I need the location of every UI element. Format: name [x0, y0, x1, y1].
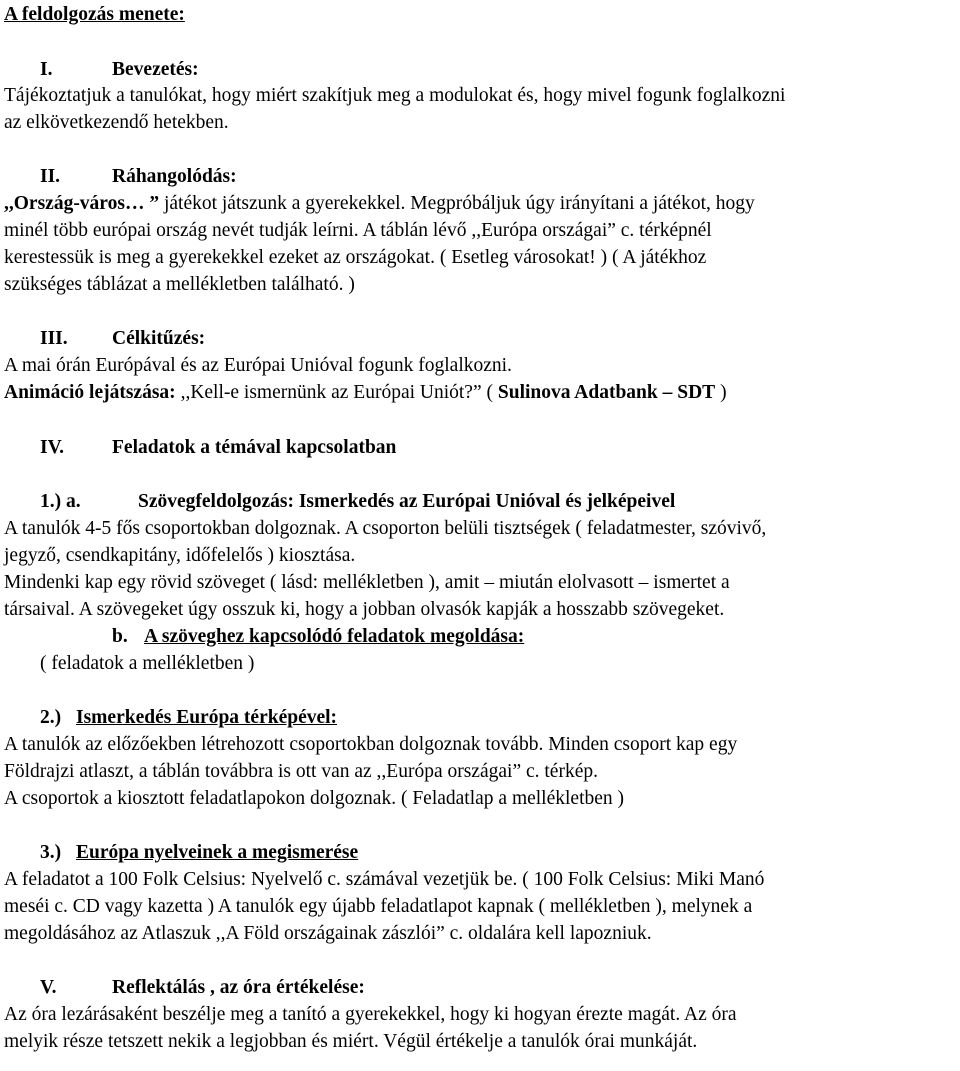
- section-5-title: Reflektálás , az óra értékelése:: [112, 977, 365, 998]
- task-1b-line: ( feladatok a mellékletben ): [40, 653, 255, 674]
- section-5-line: Az óra lezárásaként beszélje meg a tanító a gyerekekkel, hogy ki hogyan érezte magát. Az óra: [4, 1004, 737, 1025]
- task-1b-heading: [112, 624, 524, 650]
- section-3-line: A mai órán Európával és az Európai Unióval fogunk foglalkozni.: [4, 355, 512, 376]
- section-2-line-text: játékot játszunk a gyerekekkel. Megpróbáljuk úgy irányítani a játékot, hogy: [159, 193, 755, 214]
- section-3-number: III.: [40, 328, 68, 349]
- section-1-number: I.: [40, 59, 53, 80]
- section-1-line: az elkövetkezendő hetekben.: [4, 112, 229, 133]
- task-2-title: Ismerkedés Európa térképével:: [76, 707, 338, 728]
- section-1-line: Tájékoztatjuk a tanulókat, hogy miért szakítjuk meg a modulokat és, hogy mivel fogunk foglalkozni: [4, 85, 786, 106]
- section-3-heading: [40, 326, 205, 352]
- section-4-number: IV.: [40, 437, 65, 458]
- section-2-heading: [40, 164, 237, 190]
- animation-end: ): [715, 382, 727, 403]
- section-2-number: II.: [40, 166, 61, 187]
- task-1-line: jegyző, csendkapitány, időfelelős ) kiosztása.: [4, 545, 356, 566]
- task-2-heading: [40, 705, 337, 731]
- task-2-line: A tanulók az előzőekben létrehozott csoportokban dolgoznak tovább. Minden csoport kap egy: [4, 734, 738, 755]
- task-2-line: A csoportok a kiosztott feladatlapokon dolgoznak. ( Feladatlap a mellékletben ): [4, 788, 625, 809]
- task-3-line: A feladatot a 100 Folk Celsius: Nyelvelő c. számával vezetjük be. ( 100 Folk Celsius: Miki Manó: [4, 869, 765, 890]
- section-5-line: melyik része tetszett nekik a legjobban és miért. Végül értékelje a tanulók órai munkáját.: [4, 1031, 698, 1052]
- section-4-heading: [40, 435, 396, 461]
- task-3-title: Európa nyelveinek a megismerése: [76, 842, 359, 863]
- task-1-title: Szövegfeldolgozás: Ismerkedés az Európai Unióval és jelképeivel: [138, 491, 676, 512]
- section-2-line: [4, 191, 755, 217]
- task-1b-number: b.: [112, 626, 128, 647]
- section-5-heading: [40, 975, 365, 1001]
- task-3-heading: [40, 840, 358, 866]
- section-1-heading: [40, 57, 199, 83]
- animation-label: Animáció lejátszása:: [4, 382, 176, 403]
- section-2-line: minél több európai ország nevét tudják leírni. A táblán lévő ,,Európa országai” c. térképnél: [4, 220, 712, 241]
- section-2-line: szükséges táblázat a mellékletben található. ): [4, 274, 355, 295]
- animation-title: ,,Kell-e ismernünk az Európai Uniót?” (: [175, 382, 498, 403]
- task-1-number: 1.) a.: [40, 491, 81, 512]
- page-title: A feldolgozás menete:: [4, 4, 185, 25]
- section-3-title: Célkitűzés:: [112, 328, 206, 349]
- section-2-line: kerestessük is meg a gyerekekkel ezeket az országokat. ( Esetleg városokat! ) ( A játékhoz: [4, 247, 707, 268]
- section-2-title: Ráhangolódás:: [112, 166, 237, 187]
- task-1-line: A tanulók 4-5 fős csoportokban dolgoznak. A csoporton belüli tisztségek ( feladatmester, szóvivő,: [4, 518, 767, 539]
- task-3-line: meséi c. CD vagy kazetta ) A tanulók egy újabb feladatlapot kapnak ( mellékletben ), melynek a: [4, 896, 753, 917]
- task-1-heading: [40, 489, 675, 515]
- task-1-line: társaival. A szövegeket úgy osszuk ki, hogy a jobban olvasók kapják a hosszabb szövegeket.: [4, 599, 725, 620]
- task-1b-title: A szöveghez kapcsolódó feladatok megoldása:: [144, 626, 525, 647]
- game-name: ,,Ország-város… ”: [4, 193, 160, 214]
- task-2-line: Földrajzi atlaszt, a táblán továbbra is ott van az ,,Európa országai” c. térkép.: [4, 761, 598, 782]
- animation-line: [4, 380, 727, 406]
- task-3-number: 3.): [40, 842, 62, 863]
- section-1-title: Bevezetés:: [112, 59, 199, 80]
- section-4-title: Feladatok a témával kapcsolatban: [112, 437, 397, 458]
- section-5-number: V.: [40, 977, 57, 998]
- animation-source: Sulinova Adatbank – SDT: [497, 382, 716, 403]
- task-2-number: 2.): [40, 707, 62, 728]
- task-1-line: Mindenki kap egy rövid szöveget ( lásd: mellékletben ), amit – miután elolvasott – ismertet a: [4, 572, 730, 593]
- task-3-line: megoldásához az Atlaszuk ,,A Föld országainak zászlói” c. oldalára kell lapozniuk.: [4, 923, 652, 944]
